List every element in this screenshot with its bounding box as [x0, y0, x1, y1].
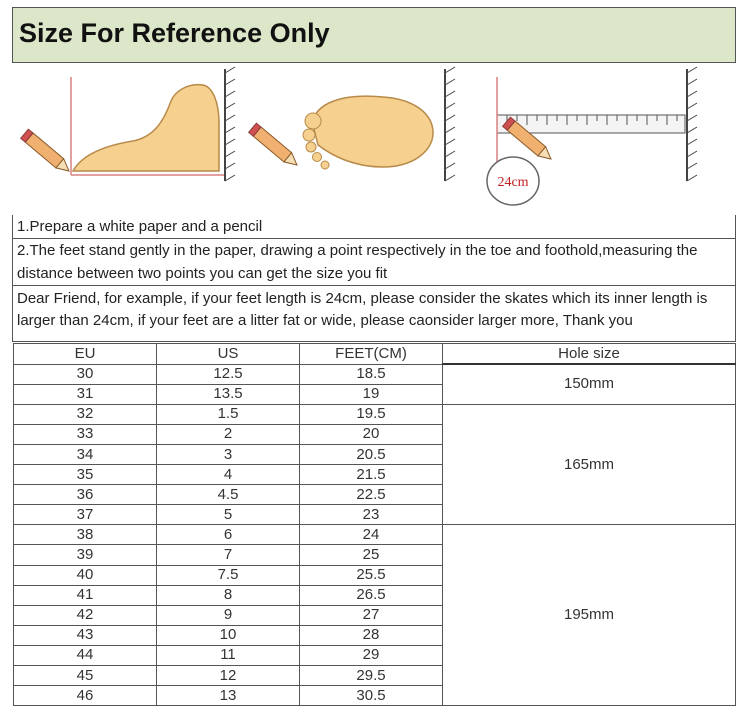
cell-hole-size: 150mm	[443, 364, 736, 404]
cell-us: 1.5	[157, 404, 300, 424]
cell-cm: 20	[300, 424, 443, 444]
cell-us: 13	[157, 686, 300, 706]
cell-hole-size: 165mm	[443, 404, 736, 525]
instruction-example: Dear Friend, for example, if your feet length is 24cm, please consider the skates which its inner length is larger than 24cm, if your feet are a litter fat or wide, please caonsider larger more, Thank you	[12, 286, 736, 342]
page-title: Size For Reference Only	[19, 18, 330, 48]
foot-side-figure	[21, 67, 235, 181]
cell-cm: 27	[300, 605, 443, 625]
cell-eu: 36	[14, 485, 157, 505]
cell-cm: 30.5	[300, 686, 443, 706]
pencil-icon	[249, 123, 301, 169]
cell-cm: 25	[300, 545, 443, 565]
cell-us: 9	[157, 605, 300, 625]
header-hole-size: Hole size	[443, 344, 736, 365]
header-us: US	[157, 344, 300, 365]
cell-cm: 23	[300, 505, 443, 525]
cell-us: 6	[157, 525, 300, 545]
cell-cm: 25.5	[300, 565, 443, 585]
table-row	[14, 525, 736, 545]
cell-eu: 41	[14, 585, 157, 605]
cell-eu: 42	[14, 605, 157, 625]
cell-cm: 21.5	[300, 465, 443, 485]
header-feet-cm: FEET(CM)	[300, 344, 443, 365]
cell-us: 4	[157, 465, 300, 485]
table-row	[14, 364, 736, 384]
cell-us: 5	[157, 505, 300, 525]
cell-eu: 35	[14, 465, 157, 485]
cell-eu: 31	[14, 384, 157, 404]
cell-cm: 22.5	[300, 485, 443, 505]
table-header-row	[14, 344, 736, 365]
cell-us: 7.5	[157, 565, 300, 585]
foot-measure-drawing	[13, 63, 735, 215]
cell-us: 4.5	[157, 485, 300, 505]
cell-cm: 20.5	[300, 444, 443, 464]
cell-cm: 28	[300, 625, 443, 645]
cell-eu: 33	[14, 424, 157, 444]
cell-us: 11	[157, 645, 300, 665]
cell-hole-size: 195mm	[443, 525, 736, 706]
cell-us: 2	[157, 424, 300, 444]
cell-cm: 29	[300, 645, 443, 665]
instruction-step-2: 2.The feet stand gently in the paper, drawing a point respectively in the toe and foothold,measuring the distance between two points you can get the size you fit	[12, 239, 736, 286]
cell-cm: 19	[300, 384, 443, 404]
cell-us: 7	[157, 545, 300, 565]
cell-eu: 32	[14, 404, 157, 424]
cell-eu: 45	[14, 666, 157, 686]
cell-cm: 26.5	[300, 585, 443, 605]
cell-us: 12	[157, 666, 300, 686]
cell-us: 13.5	[157, 384, 300, 404]
pencil-icon	[21, 129, 73, 175]
cell-eu: 44	[14, 645, 157, 665]
cell-eu: 43	[14, 625, 157, 645]
size-table	[13, 343, 736, 706]
measuring-illustration	[13, 63, 735, 216]
cell-eu: 37	[14, 505, 157, 525]
header-eu: EU	[14, 344, 157, 365]
cell-us: 12.5	[157, 364, 300, 384]
ruler-figure	[487, 67, 697, 205]
cell-us: 3	[157, 444, 300, 464]
measure-label: 24cm	[497, 175, 529, 190]
cell-eu: 40	[14, 565, 157, 585]
cell-eu: 38	[14, 525, 157, 545]
cell-us: 8	[157, 585, 300, 605]
cell-eu: 34	[14, 444, 157, 464]
cell-eu: 46	[14, 686, 157, 706]
cell-cm: 29.5	[300, 666, 443, 686]
cell-cm: 18.5	[300, 364, 443, 384]
cell-cm: 19.5	[300, 404, 443, 424]
title-bar	[12, 7, 736, 63]
cell-cm: 24	[300, 525, 443, 545]
cell-eu: 30	[14, 364, 157, 384]
table-row	[14, 404, 736, 424]
instruction-step-1: 1.Prepare a white paper and a pencil	[12, 215, 736, 239]
cell-eu: 39	[14, 545, 157, 565]
foot-top-figure	[249, 67, 455, 181]
cell-us: 10	[157, 625, 300, 645]
